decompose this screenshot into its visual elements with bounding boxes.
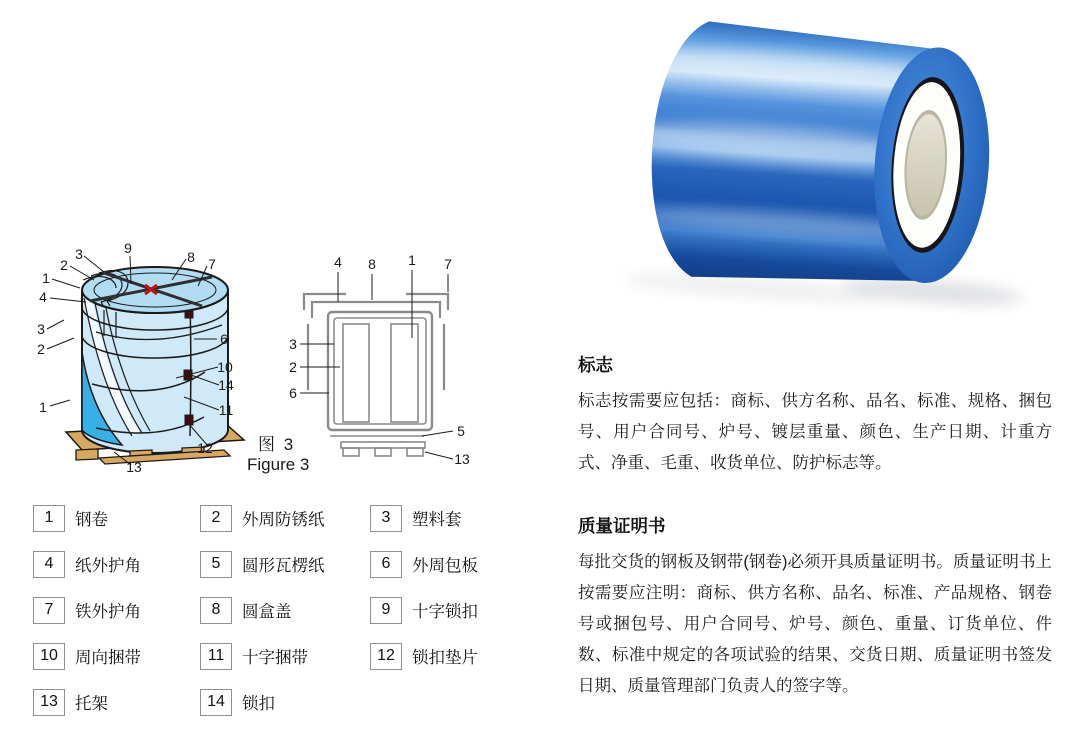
callout: 6 [220,331,228,347]
legend-item [33,550,200,578]
marking-section-title: 标志 [578,355,613,375]
callout-numbers [289,252,470,467]
legend-label: 十字捆带 [242,649,308,667]
figure-caption-en: Figure 3 [247,455,310,474]
legend-number-box: 7 [33,597,65,624]
callout: 1 [42,270,50,286]
legend-item [200,596,370,624]
legend-number-box: 14 [200,689,232,716]
coil-photo [612,8,1044,303]
callout: 5 [457,423,465,439]
legend-label: 圆盒盖 [242,603,292,621]
callout: 7 [444,256,452,272]
legend-number-box: 3 [370,505,402,532]
legend-label: 周向捆带 [75,649,141,667]
callout: 12 [197,440,213,456]
legend-item [33,504,200,532]
legend-number-box: 6 [370,551,402,578]
quality-certificate-body: 每批交货的钢板及钢带(钢卷)必须开具质量证明书。质量证明书上按需要应注明：商标、供方名称、品名、标准、产品规格、钢卷号或捆包号、用户合同号、炉号、颜色、重量、订货单位、件数、标准中规定的各项试验的结果、交货日期、质量证明书签发日期、质量管理部门负责人的签字等。 [578,553,1052,695]
legend-item [370,596,483,624]
legend-number-box: 2 [200,505,232,532]
callout: 2 [37,341,45,357]
legend-number-box: 9 [370,597,402,624]
callout: 13 [454,451,470,467]
parts-legend [33,504,483,716]
packing-frames [328,312,432,430]
legend-label: 钢卷 [75,511,108,529]
legend-label: 托架 [75,695,108,713]
figure-caption-zh: 图 3 [258,435,296,454]
legend-number-box: 10 [33,643,65,670]
legend-item [33,642,200,670]
callout: 3 [75,246,83,262]
callout: 4 [334,254,342,270]
legend-number-box: 4 [33,551,65,578]
coil-lid [82,267,228,313]
legend-label: 外周包板 [412,557,478,575]
quality-certificate-section [578,513,1052,702]
callout: 11 [218,402,234,418]
legend-label: 纸外护角 [75,557,141,575]
legend-item [200,642,370,670]
legend-item [33,688,200,716]
packaging-3d-diagram [24,240,244,485]
callout: 2 [289,359,297,375]
legend-number-box: 5 [200,551,232,578]
callout: 6 [289,385,297,401]
legend-number-box: 12 [370,643,402,670]
legend-item [200,550,370,578]
callout: 7 [208,256,216,272]
callout: 3 [289,336,297,352]
callout: 13 [126,459,142,475]
legend-label: 外周防锈纸 [242,511,325,529]
callout: 3 [37,321,45,337]
callout: 4 [39,289,47,305]
callout: 1 [39,399,47,415]
coil-body [82,290,228,453]
legend-item [33,596,200,624]
callout: 10 [217,359,233,375]
legend-number-box: 1 [33,505,65,532]
legend-label: 十字锁扣 [412,603,478,621]
coil-photo-group [607,16,1040,316]
legend-item [200,504,370,532]
legend-item [370,550,483,578]
legend-label: 锁扣垫片 [412,649,478,667]
legend-number-box: 11 [200,643,232,670]
legend-number-box: 8 [200,597,232,624]
pallet-section [330,436,425,456]
legend-number-box: 13 [33,689,65,716]
callout: 9 [124,240,132,256]
callout: 8 [187,249,195,265]
callout: 14 [218,377,234,393]
callout: 2 [60,257,68,273]
legend-item [370,642,483,670]
quality-certificate-title: 质量证明书 [578,516,666,536]
marking-section-body: 标志按需要应包括：商标、供方名称、品名、标准、规格、捆包号、用户合同号、炉号、镀层重量、颜色、生产日期、计重方式、净重、毛重、收货单位、防护标志等。 [578,392,1052,472]
callout: 1 [408,252,416,268]
legend-label: 锁扣 [242,695,275,713]
marking-section [578,352,1052,479]
legend-label: 圆形瓦楞纸 [242,557,325,575]
legend-label: 铁外护角 [75,603,141,621]
legend-item [370,504,483,532]
callout: 8 [368,256,376,272]
legend-label: 塑料套 [412,511,462,529]
legend-item [200,688,370,716]
